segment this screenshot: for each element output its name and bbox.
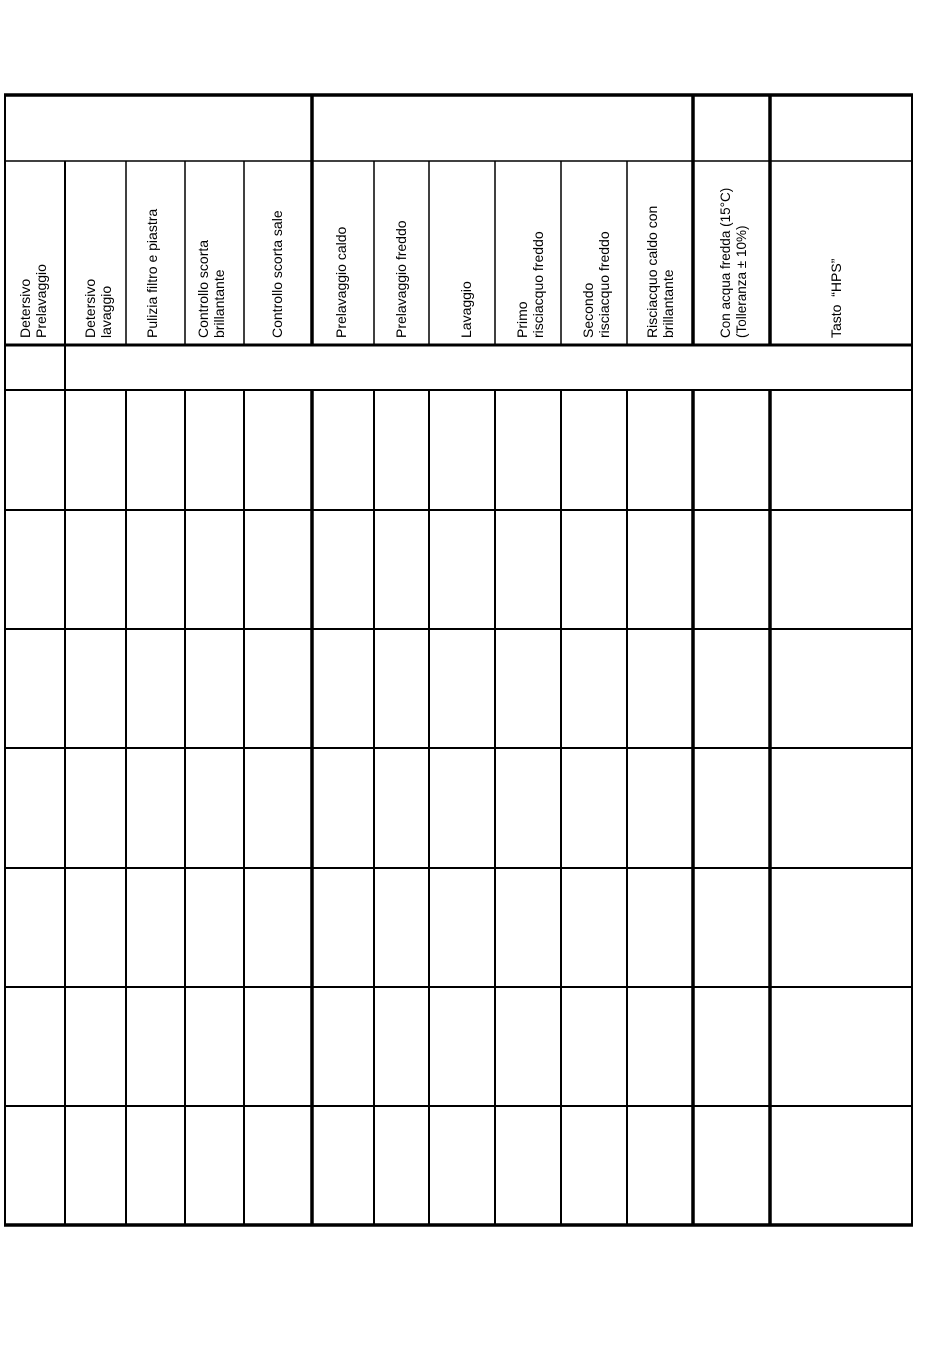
column-header-prelavaggio-caldo: [333, 227, 349, 338]
header-line: Tasto “HPS”: [828, 258, 844, 338]
header-line: (Tolleranza ± 10%): [734, 225, 749, 338]
column-header-pulizia-filtro: [144, 209, 160, 338]
header-line: brillantante: [211, 269, 227, 338]
header-line: Lavaggio: [458, 281, 474, 338]
column-header-risciacquo-caldo: [644, 206, 676, 338]
column-header-detersivo-lavaggio: [82, 279, 114, 338]
header-line: Prelavaggio: [33, 264, 49, 338]
header-line: Detersivo: [82, 278, 98, 338]
column-header-controllo-brillantante: [195, 240, 227, 338]
column-header-controllo-sale: [269, 210, 285, 338]
header-line: Prelavaggio freddo: [393, 220, 409, 338]
header-line: Detersivo: [17, 278, 33, 338]
header-line: lavaggio: [98, 285, 114, 338]
header-line: Controllo scorta: [195, 239, 211, 338]
column-header-lavaggio: [458, 281, 474, 338]
header-line: risciacquo freddo: [596, 231, 612, 338]
header-line: Risciacquo caldo con: [644, 205, 660, 338]
header-line: Pulizia filtro e piastra: [144, 208, 160, 338]
header-line: Primo: [514, 301, 530, 338]
column-header-primo-risciacquo: [514, 231, 546, 338]
header-line: Controllo scorta sale: [269, 210, 285, 338]
header-line: brillantante: [660, 269, 676, 338]
column-header-prelavaggio-freddo: [393, 220, 409, 338]
column-header-tasto-hps: [828, 259, 844, 338]
header-line: Prelavaggio caldo: [333, 226, 349, 338]
header-line: Secondo: [580, 282, 596, 338]
column-header-secondo-risciacquo: [580, 231, 612, 338]
column-header-detersivo-prelavaggio: [17, 264, 49, 338]
header-line: risciacquo freddo: [530, 231, 546, 338]
column-header-acqua-fredda: [718, 188, 750, 338]
header-line: Con acqua fredda (15°C): [718, 187, 733, 338]
